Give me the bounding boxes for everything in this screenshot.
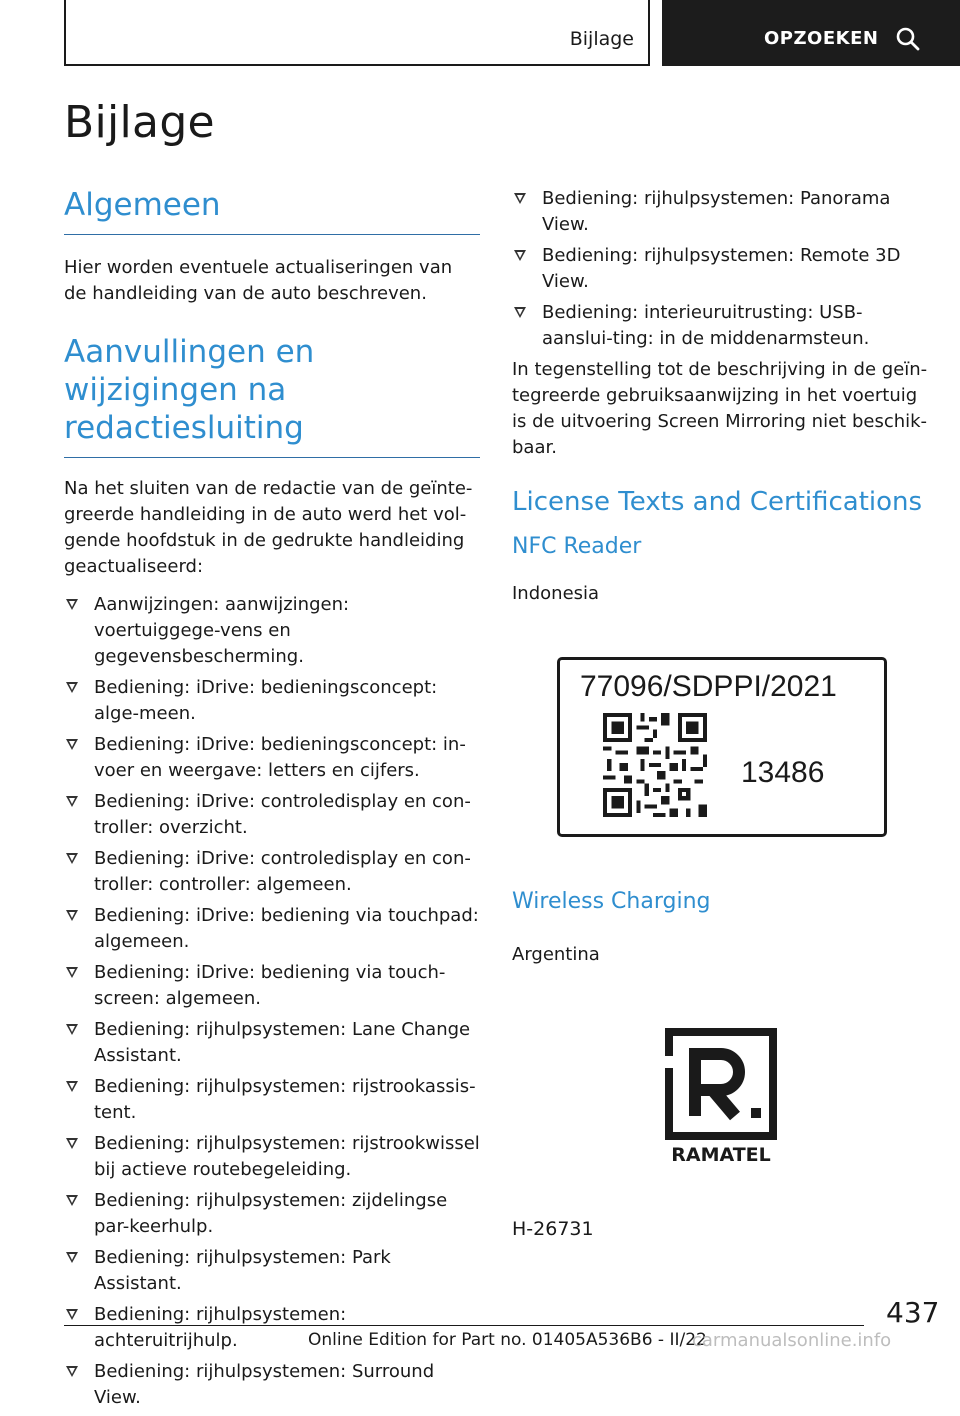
list-item: Aanwijzingen: aanwijzingen: voertuiggege-vens en gegevensbescherming.: [64, 592, 480, 670]
page-number: 437: [886, 1296, 940, 1329]
list-item: Bediening: iDrive: bedieningsconcept: in-voer en weergave: letters en cijfers.: [64, 732, 480, 784]
bullet-triangle-icon: [66, 599, 78, 610]
section-text-aanvullingen: Na het sluiten van de redactie van de geïnte-greerde handleiding in de auto werd het vol-gende hoofdstuk in de gedrukte handleiding geactualiseerd:: [64, 478, 473, 577]
list-item: Bediening: iDrive: controledisplay en con-troller: overzicht.: [64, 789, 480, 841]
list-item: Bediening: rijhulpsystemen: Remote 3D View.: [512, 243, 928, 295]
bullet-triangle-icon: [66, 910, 78, 921]
list-item: Bediening: iDrive: bediening via touch-screen: algemeen.: [64, 960, 480, 1012]
label-number: 13486: [741, 756, 825, 789]
list-item: Bediening: rijhulpsystemen: achteruitrijhulp.: [64, 1302, 480, 1354]
section-text-algemeen: Hier worden eventuele actualiseringen van de handleiding van de auto beschreven.: [64, 257, 453, 304]
page-title: Bijlage: [64, 97, 215, 148]
list-item: Bediening: rijhulpsystemen: Panorama View.: [512, 186, 928, 238]
list-item: Bediening: rijhulpsystemen: Lane Change Assistant.: [64, 1017, 480, 1069]
search-icon: [895, 26, 921, 52]
bullet-triangle-icon: [66, 1309, 78, 1320]
bullet-triangle-icon: [66, 1138, 78, 1149]
bullet-triangle-icon: [66, 682, 78, 693]
watermark: carmanualsonline.info: [692, 1330, 892, 1351]
update-list-continued: [512, 186, 928, 352]
bullet-triangle-icon: [514, 193, 526, 204]
list-item: Bediening: rijhulpsystemen: Park Assistant.: [64, 1245, 480, 1297]
list-item: Bediening: rijhulpsystemen: Surround View.: [64, 1359, 480, 1411]
update-list: [64, 592, 480, 1411]
bullet-triangle-icon: [514, 250, 526, 261]
bullet-triangle-icon: [66, 1195, 78, 1206]
wireless-country: Argentina: [512, 944, 600, 965]
qr-code-icon: [603, 713, 707, 817]
list-item: Bediening: interieuruitrusting: USB-aanslui-ting: in de middenarmsteun.: [512, 300, 928, 352]
footer-divider: [64, 1325, 864, 1326]
bullet-triangle-icon: [66, 1024, 78, 1035]
screen-mirroring-note: In tegenstelling tot de beschrijving in de geïn-tegreerde gebruiksaanwijzing in het voertuig is de uitvoering Screen Mirroring niet beschik-baar.: [512, 359, 928, 458]
certificate-number: H-26731: [512, 1218, 594, 1240]
nfc-certification-label: [557, 657, 887, 837]
list-item: Bediening: iDrive: bediening via touchpad: algemeen.: [64, 903, 480, 955]
edition-text: Online Edition for Part no. 01405A536B6 - II/22: [308, 1330, 707, 1350]
section-title-algemeen: Algemeen: [64, 186, 480, 235]
left-column: [64, 186, 480, 1416]
bullet-triangle-icon: [66, 1081, 78, 1092]
search-label: OPZOEKEN: [764, 28, 879, 49]
ramatel-logo: [665, 1028, 777, 1168]
label-code: 77096/SDPPI/2021: [580, 670, 837, 703]
bullet-triangle-icon: [66, 967, 78, 978]
search-button[interactable]: [662, 0, 960, 66]
list-item: Bediening: iDrive: bedieningsconcept: alge-meen.: [64, 675, 480, 727]
nfc-reader-title: NFC Reader: [512, 534, 642, 559]
right-column: [512, 186, 928, 604]
wireless-charging-title: Wireless Charging: [512, 889, 711, 914]
breadcrumb[interactable]: Bijlage: [569, 28, 634, 50]
bullet-triangle-icon: [66, 1366, 78, 1377]
bullet-triangle-icon: [66, 739, 78, 750]
bullet-triangle-icon: [66, 853, 78, 864]
license-title: License Texts and Certifications: [512, 487, 923, 517]
list-item: Bediening: rijhulpsystemen: rijstrookwissel bij actieve routebegeleiding.: [64, 1131, 480, 1183]
list-item: Bediening: iDrive: controledisplay en con-troller: controller: algemeen.: [64, 846, 480, 898]
svg-text:RAMATEL: RAMATEL: [671, 1144, 771, 1166]
bullet-triangle-icon: [514, 307, 526, 318]
bullet-triangle-icon: [66, 1252, 78, 1263]
bullet-triangle-icon: [66, 796, 78, 807]
nfc-country: Indonesia: [512, 583, 600, 604]
header-breadcrumb-box: [64, 0, 650, 66]
list-item: Bediening: rijhulpsystemen: zijdelingse par-keerhulp.: [64, 1188, 480, 1240]
list-item: Bediening: rijhulpsystemen: rijstrookassis-tent.: [64, 1074, 480, 1126]
section-title-aanvullingen: Aanvullingen en wijzigingen na redactiesluiting: [64, 333, 480, 458]
